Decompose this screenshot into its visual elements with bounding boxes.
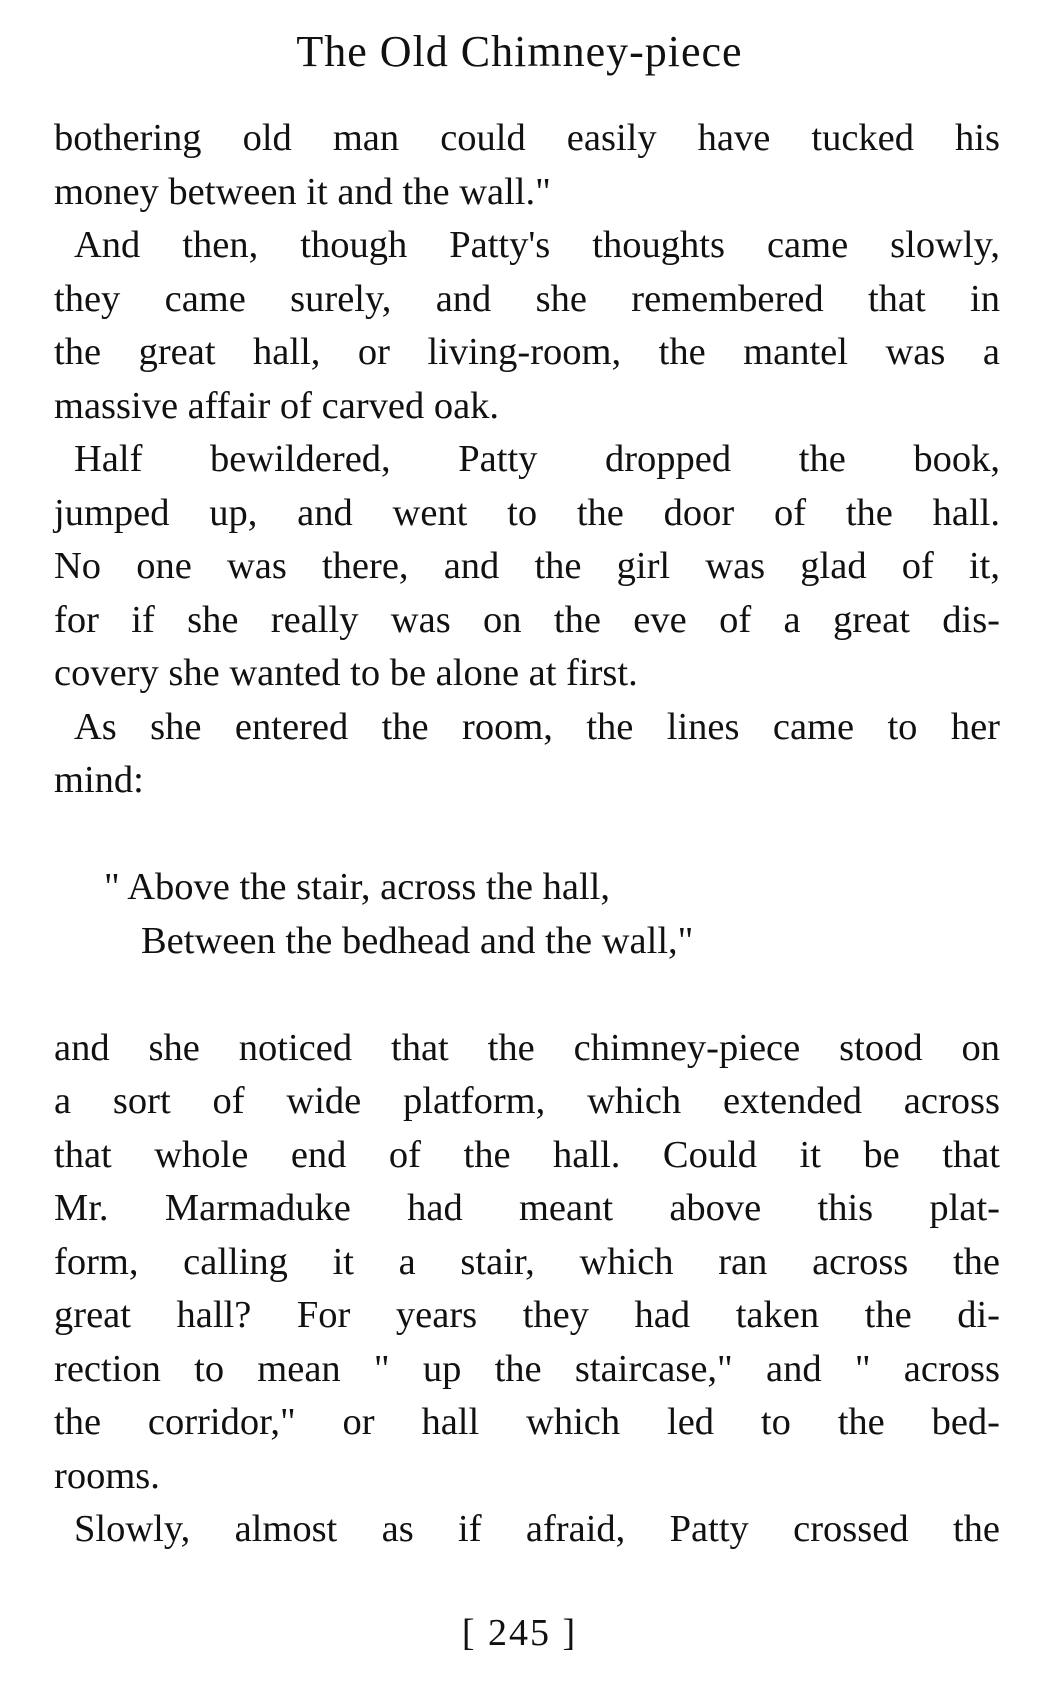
text-line: rooms. <box>54 1454 160 1497</box>
text-line: No one was there, and the girl was glad of it, <box>54 545 1000 587</box>
verse-line: Between the bedhead and the wall," <box>141 919 694 962</box>
text-line: And then, though Patty's thoughts came slowly, <box>74 224 1000 266</box>
text-line: a sort of wide platform, which extended across <box>54 1080 1000 1122</box>
text-line: Slowly, almost as if afraid, Patty crossed the <box>74 1508 1000 1550</box>
text-line: jumped up, and went to the door of the hall. <box>54 491 1000 534</box>
text-line: form, calling it a stair, which ran across the <box>54 1240 1000 1283</box>
paragraph <box>54 219 1000 433</box>
paragraph <box>54 112 1000 219</box>
verse-quotation <box>54 861 1000 968</box>
text-line: they came surely, and she remembered that in <box>54 277 1000 320</box>
verse-line: " Above the stair, across the hall, <box>104 866 610 908</box>
text-line: rection to mean " up the staircase," and " across <box>54 1347 1000 1390</box>
page-body <box>54 112 1000 1557</box>
text-line: the corridor," or hall which led to the bed- <box>54 1401 1000 1443</box>
text-line: the great hall, or living-room, the mantel was a <box>54 331 1000 373</box>
paragraph <box>54 1022 1000 1504</box>
text-line: that whole end of the hall. Could it be that <box>54 1133 1000 1176</box>
text-line: great hall? For years they had taken the di- <box>54 1294 1000 1336</box>
text-line: massive affair of carved oak. <box>54 384 500 427</box>
text-line: As she entered the room, the lines came to her <box>74 705 1000 748</box>
paragraph <box>54 433 1000 701</box>
text-line: for if she really was on the eve of a great dis- <box>54 598 1000 641</box>
page-number: [ 245 ] <box>461 1612 578 1654</box>
running-title: The Old Chimney-piece <box>296 27 743 76</box>
text-line: bothering old man could easily have tucked his <box>54 117 1000 159</box>
text-line: mind: <box>54 759 144 801</box>
paragraph <box>54 1503 1000 1557</box>
text-line: Half bewildered, Patty dropped the book, <box>74 438 1000 480</box>
text-line: covery she wanted to be alone at first. <box>54 652 638 694</box>
text-line: and she noticed that the chimney-piece stood on <box>54 1026 1000 1069</box>
paragraph <box>54 701 1000 808</box>
text-line: Mr. Marmaduke had meant above this plat- <box>54 1187 1000 1229</box>
text-line: money between it and the wall." <box>54 170 551 213</box>
